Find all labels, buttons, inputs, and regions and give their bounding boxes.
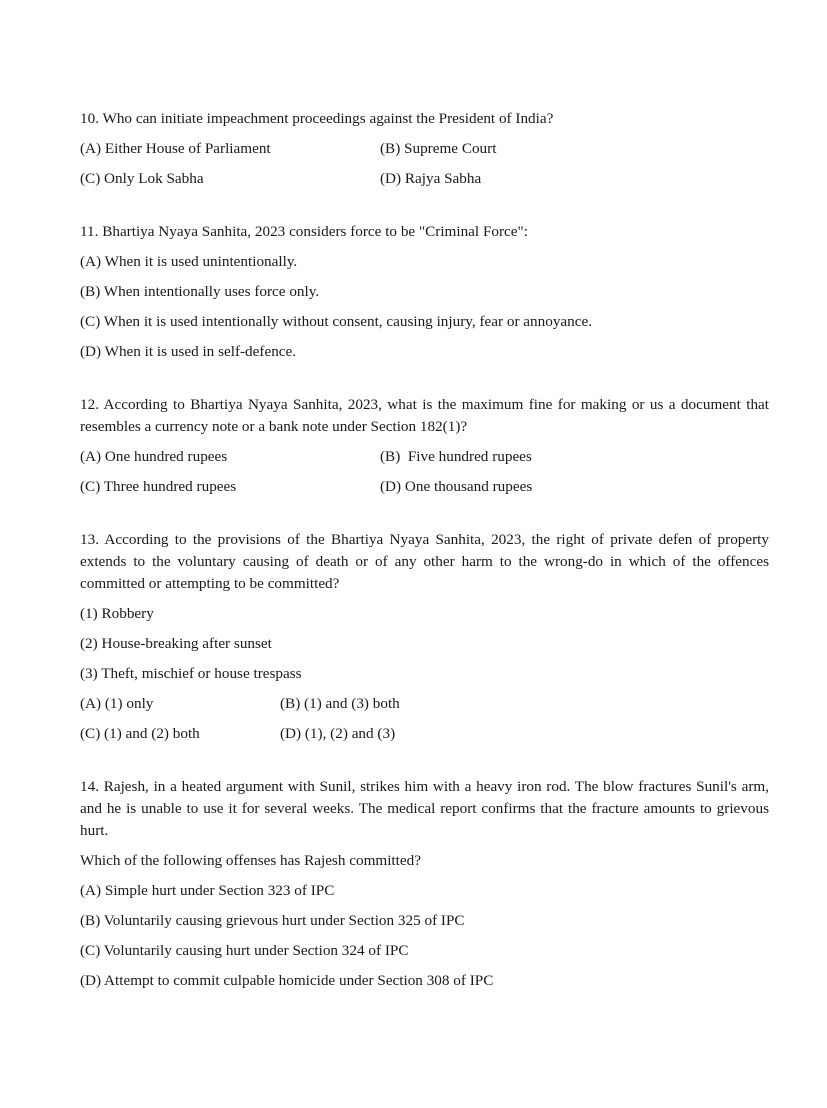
question-13-item-1: (1) Robbery <box>80 605 154 622</box>
question-13-options-row-2 <box>80 723 769 745</box>
question-12-stem: 12. According to Bhartiya Nyaya Sanhita, 2023, what is the maximum fine for making or us a document that resembles a currency note or a bank note under Section 182(1)? <box>80 396 769 435</box>
question-14-option-b: (B) Voluntarily causing grievous hurt under Section 325 of IPC <box>80 912 465 929</box>
question-14-option-a: (A) Simple hurt under Section 323 of IPC <box>80 882 335 899</box>
question-14-sub-question: Which of the following offenses has Rajesh committed? <box>80 852 421 869</box>
question-11-option-c: (C) When it is used intentionally without consent, causing injury, fear or annoyance. <box>80 313 593 330</box>
question-12-option-a: (A) One hundred rupees <box>80 448 228 465</box>
question-12-option-b: (B) Five hundred rupees <box>380 448 532 465</box>
question-13-option-b: (B) (1) and (3) both <box>280 695 400 712</box>
question-10-options-row-2 <box>80 168 769 190</box>
question-12 <box>80 394 769 498</box>
question-13-option-c: (C) (1) and (2) both <box>80 725 200 742</box>
question-13-stem: 13. According to the provisions of the Bhartiya Nyaya Sanhita, 2023, the right of private defen of property extends to the voluntary causing of death or of any other harm to the wrong-do in which of the offences committed or attempting to be committed? <box>80 531 769 592</box>
question-11-stem: 11. Bhartiya Nyaya Sanhita, 2023 considers force to be "Criminal Force": <box>80 223 528 240</box>
question-11 <box>80 221 769 363</box>
question-10-options-row-1 <box>80 138 769 160</box>
question-12-options-row-2 <box>80 476 769 498</box>
question-14-option-c: (C) Voluntarily causing hurt under Section 324 of IPC <box>80 942 409 959</box>
question-13-option-a: (A) (1) only <box>80 695 154 712</box>
question-13-option-d: (D) (1), (2) and (3) <box>280 725 396 742</box>
question-10-option-b: (B) Supreme Court <box>380 140 497 157</box>
question-10-option-a: (A) Either House of Parliament <box>80 140 271 157</box>
question-13-item-3: (3) Theft, mischief or house trespass <box>80 665 302 682</box>
question-11-option-a: (A) When it is used unintentionally. <box>80 253 298 270</box>
question-10 <box>80 108 769 190</box>
question-12-options-row-1 <box>80 446 769 468</box>
question-13 <box>80 529 769 745</box>
question-14 <box>80 776 769 992</box>
question-11-option-b: (B) When intentionally uses force only. <box>80 283 320 300</box>
question-12-option-d: (D) One thousand rupees <box>380 478 533 495</box>
question-12-option-c: (C) Three hundred rupees <box>80 478 237 495</box>
question-10-option-c: (C) Only Lok Sabha <box>80 170 204 187</box>
question-11-option-d: (D) When it is used in self-defence. <box>80 343 297 360</box>
question-10-option-d: (D) Rajya Sabha <box>380 170 482 187</box>
question-14-stem: 14. Rajesh, in a heated argument with Sunil, strikes him with a heavy iron rod. The blow fractures Sunil's arm, and he is unable to use it for several weeks. The medical report confirms that the fracture amounts to grievous hurt. <box>80 778 769 839</box>
question-10-stem: 10. Who can initiate impeachment proceedings against the President of India? <box>80 110 554 127</box>
question-13-options-row-1 <box>80 693 769 715</box>
question-14-option-d: (D) Attempt to commit culpable homicide under Section 308 of IPC <box>80 972 494 989</box>
question-13-item-2: (2) House-breaking after sunset <box>80 635 272 652</box>
